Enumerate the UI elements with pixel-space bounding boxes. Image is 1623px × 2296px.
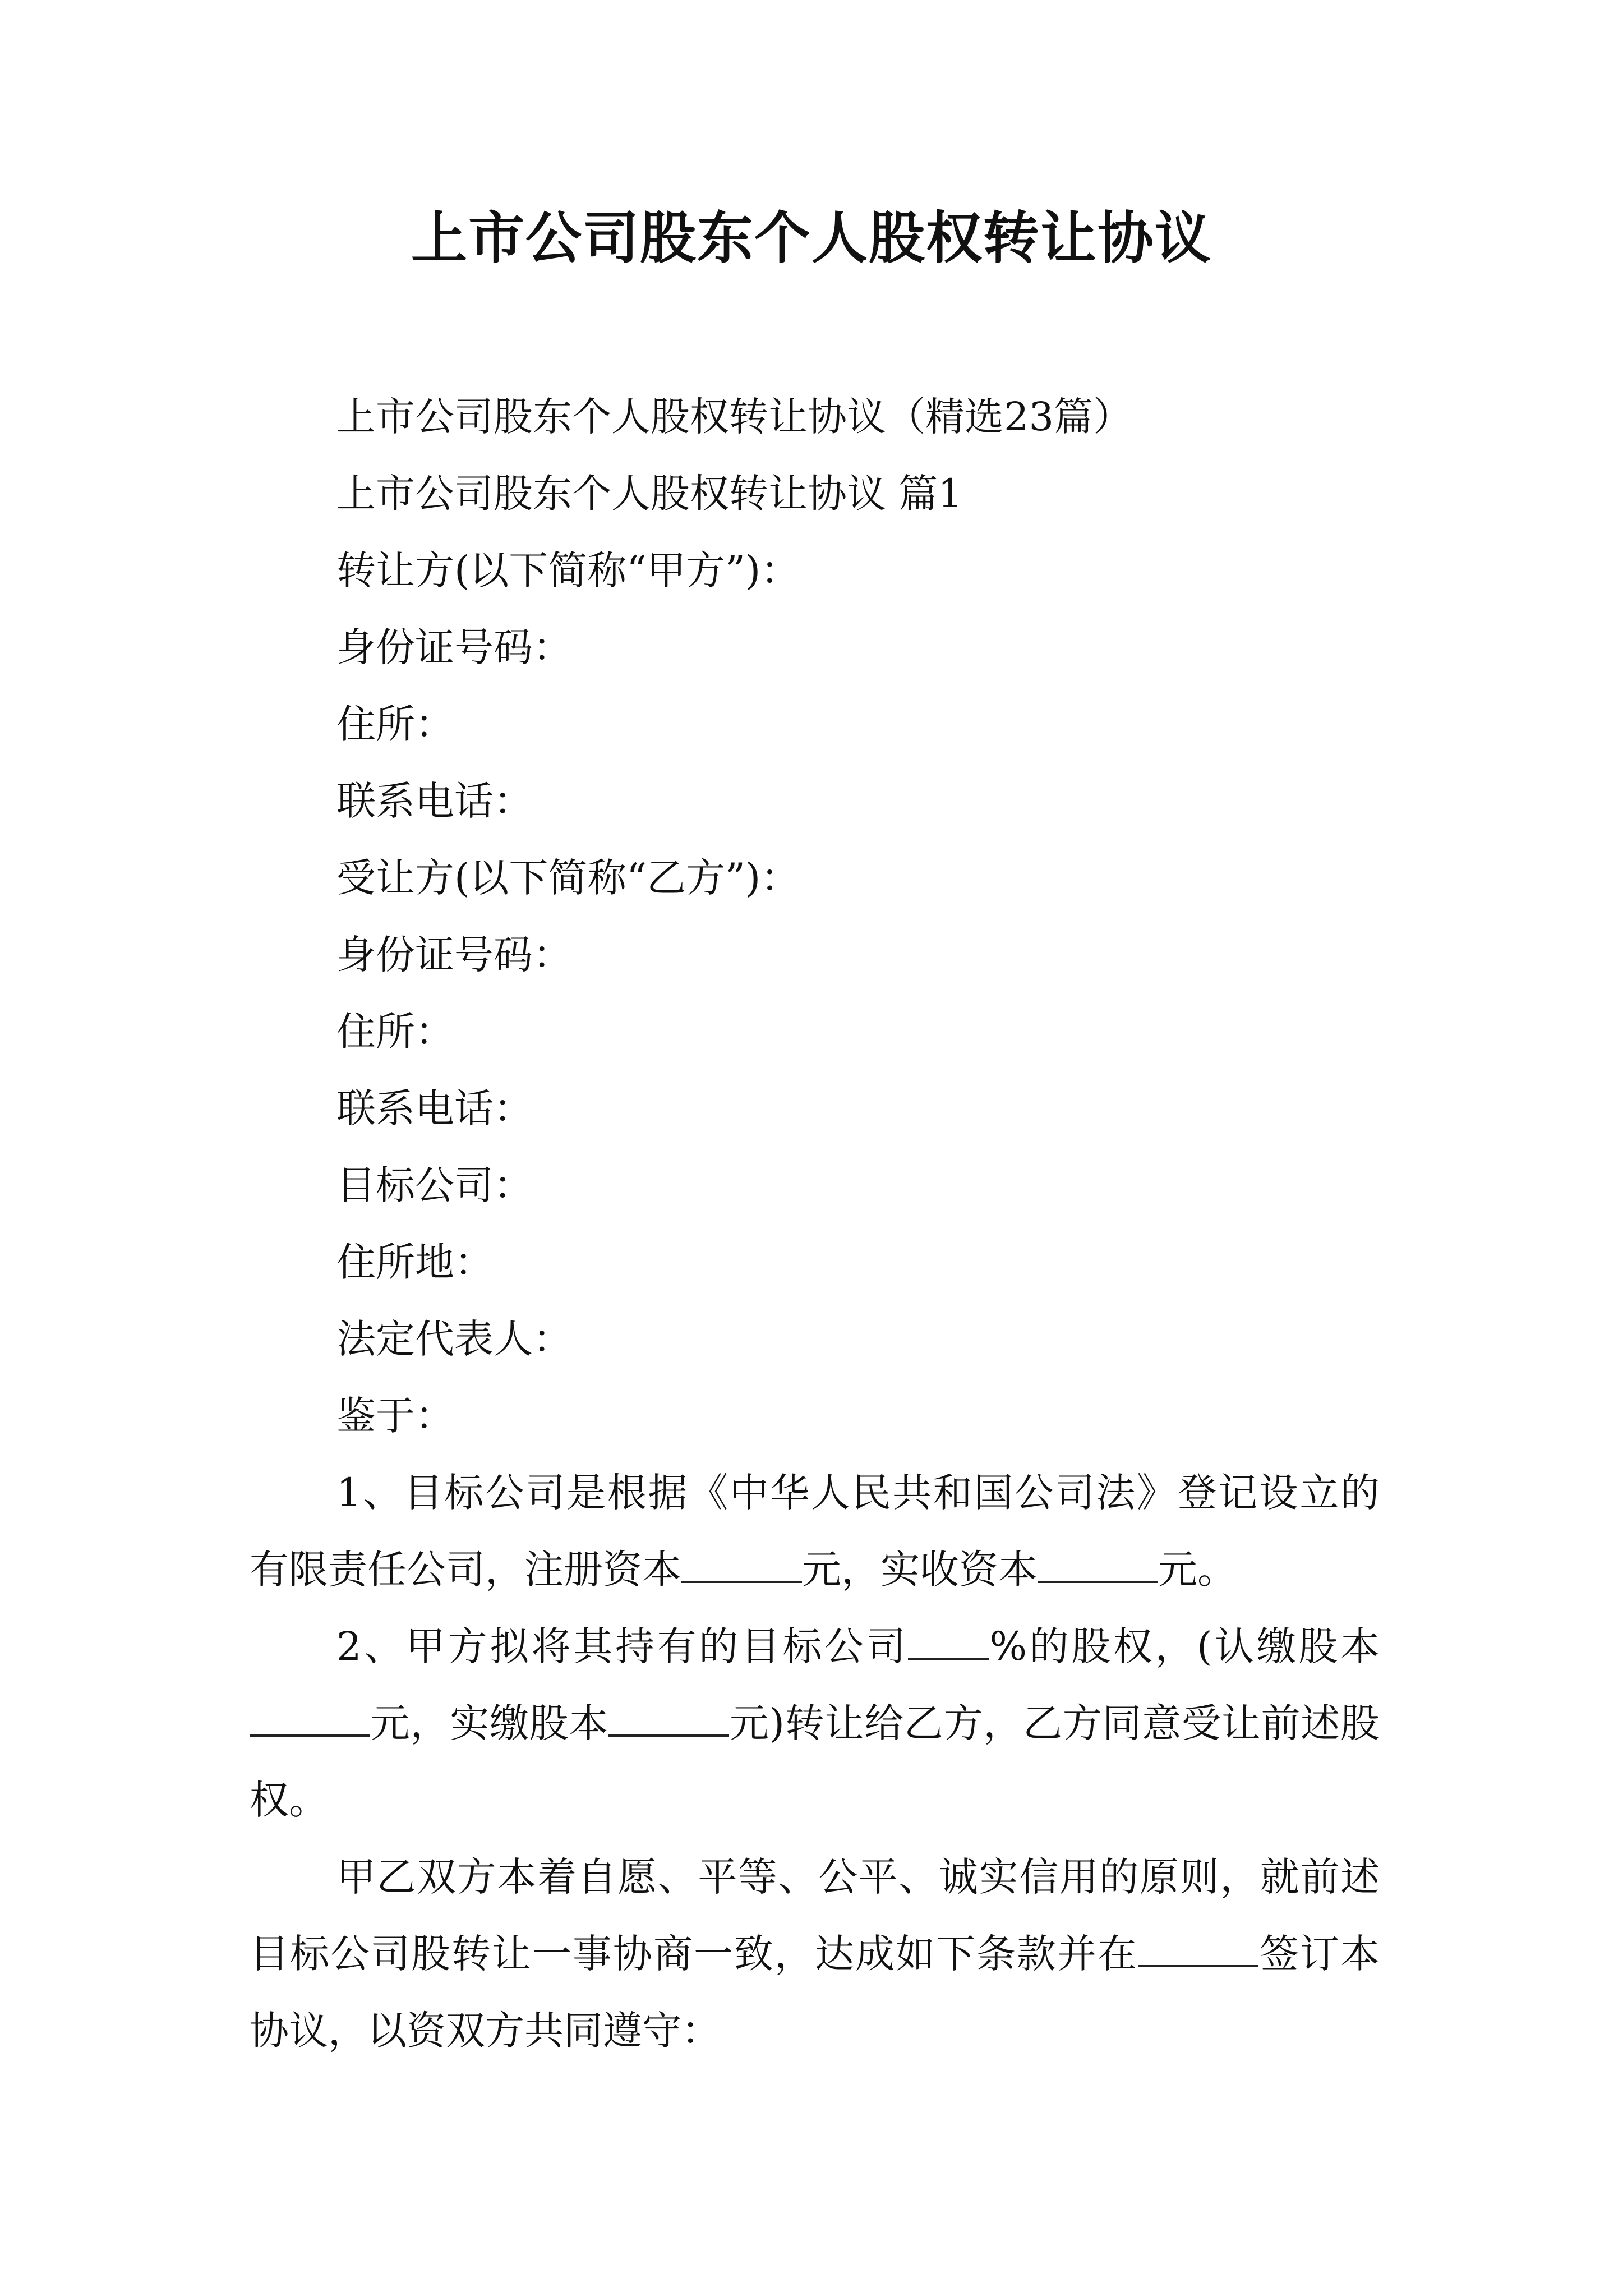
blank-subscribed-capital [250,1702,370,1737]
field-transferee-id: 身份证号码： [336,932,572,978]
blank-equity-percent [908,1625,989,1660]
field-transferor-address: 住所： [336,701,454,747]
clause-2: 2、甲方拟将其持有的目标公司 %的股权，(认缴股本元，实缴股本 元)转让给乙方，乙方同意受让前述股权。 [250,1623,1380,1823]
field-legal-representative: 法定代表人： [336,1316,572,1362]
field-transferor-phone: 联系电话： [336,778,533,824]
field-transferee: 受让方(以下简称“乙方”)： [336,855,800,901]
blank-paid-capital [1038,1548,1158,1583]
section-heading: 上市公司股东个人股权转让协议 篇1 [336,471,963,517]
field-transferor: 转让方(以下简称“甲方”)： [336,547,800,593]
field-transferor-id: 身份证号码： [336,624,572,670]
field-transferee-phone: 联系电话： [336,1085,533,1131]
blank-signing-place [1138,1932,1258,1967]
clause-3: 甲乙双方本着自愿、平等、公平、诚实信用的原则，就前述目标公司股转让一事协商一致，达成如下条款并在 签订本协议，以资双方共同遵守： [250,1854,1380,2054]
field-target-company: 目标公司： [336,1162,533,1208]
document-subtitle: 上市公司股东个人股权转让协议（精选23篇） [336,394,1133,440]
blank-paid-in-capital [608,1702,729,1737]
document-title: 上市公司股东个人股权转让协议 [411,205,1212,271]
document-body [250,379,1380,2069]
blank-registered-capital [681,1548,802,1583]
field-target-address: 住所地： [336,1239,494,1285]
field-whereas: 鉴于： [336,1393,454,1439]
field-transferee-address: 住所： [336,1009,454,1055]
clause-1: 1、目标公司是根据《中华人民共和国公司法》登记设立的有限责任公司，注册资本 元，实收资本 元。 [250,1470,1380,1593]
